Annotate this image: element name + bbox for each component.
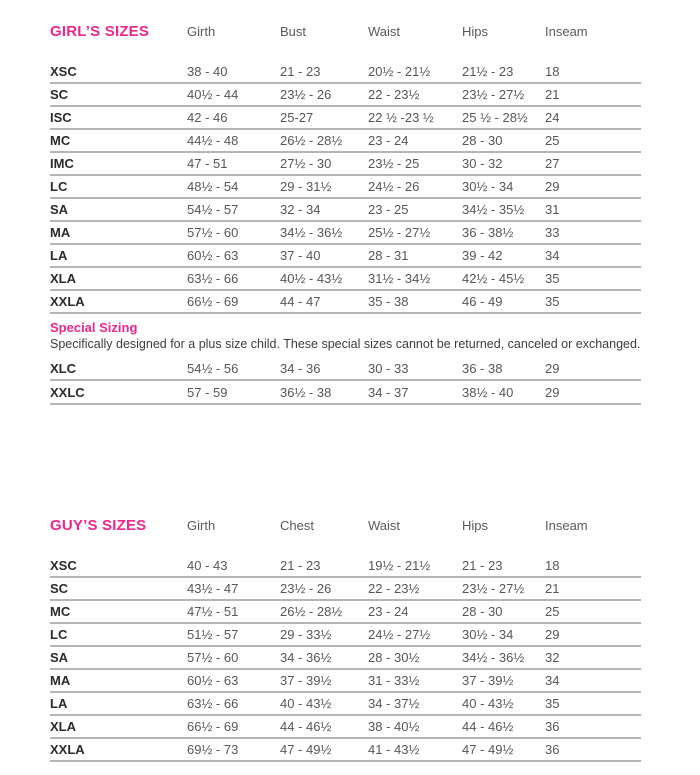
measurement-value: 38 - 40 [187,64,228,79]
measurement-value: 28 - 30½ [368,650,420,665]
column-header-hips: Hips [462,517,489,533]
measurement-value: 24 [545,110,560,125]
measurement-value: 47½ - 51 [187,604,239,619]
measurement-value: 29 [545,384,560,400]
measurement-value: 44 - 47 [280,294,321,309]
measurement-value: 25 [545,133,560,148]
size-label: LC [50,179,68,194]
measurement-value: 48½ - 54 [187,179,239,194]
measurement-value: 34 [545,673,560,688]
measurement-value: 30½ - 34 [462,179,514,194]
table-row-xsc [50,61,641,84]
measurement-value: 44 - 46½ [280,719,332,734]
table-row-xlc [50,357,641,381]
measurement-value: 19½ - 21½ [368,558,431,573]
table-row-ma [50,222,641,245]
measurement-value: 21 - 23 [280,64,321,79]
measurement-value: 44 - 46½ [462,719,514,734]
table-row-lc [50,176,641,199]
column-header-waist: Waist [368,517,401,533]
measurement-value: 35 [545,696,560,711]
special-table-rows [50,357,641,405]
measurement-value: 31½ - 34½ [368,271,431,286]
size-label: MA [50,673,71,688]
measurement-value: 63½ - 66 [187,271,239,286]
measurement-value: 40 - 43½ [462,696,514,711]
table-row-sc [50,84,641,107]
measurement-value: 34 - 36½ [280,650,332,665]
table-row-xsc [50,555,641,578]
measurement-value: 51½ - 57 [187,627,239,642]
size-label: MA [50,225,71,240]
size-label: XLA [50,719,76,734]
size-label: LA [50,248,68,263]
size-label: XLA [50,271,76,286]
guys-table-rows [50,555,641,762]
special-sizing-title: Special Sizing [50,320,138,335]
measurement-value: 25 [545,604,560,619]
measurement-value: 24½ - 26 [368,179,420,194]
measurement-value: 21 [545,87,560,102]
table-row-xxla [50,739,641,762]
column-header-girth: Girth [187,517,216,533]
table-row-mc [50,601,641,624]
measurement-value: 63½ - 66 [187,696,239,711]
measurement-value: 21 - 23 [280,558,321,573]
special-sizing-note: Specifically designed for a plus size child. These special sizes cannot be returned, canceled or exchanged. [50,337,641,351]
measurement-value: 66½ - 69 [187,294,239,309]
table-row-sa [50,199,641,222]
measurement-value: 29 - 33½ [280,627,332,642]
measurement-value: 26½ - 28½ [280,604,343,619]
measurement-value: 35 - 38 [368,294,409,309]
measurement-value: 39 - 42 [462,248,503,263]
measurement-value: 23½ - 27½ [462,581,525,596]
measurement-value: 42 - 46 [187,110,228,125]
guys-size-table [50,516,641,762]
table-row-xxla [50,291,641,314]
size-label: IMC [50,156,74,171]
size-label: XSC [50,558,77,573]
table-row-la [50,693,641,716]
measurement-value: 23½ - 25 [368,156,420,171]
measurement-value: 34½ - 36½ [462,650,525,665]
size-label: MC [50,133,71,148]
measurement-value: 23½ - 27½ [462,87,525,102]
measurement-value: 36 - 38½ [462,225,514,240]
table-row-imc [50,153,641,176]
column-header-chest: Chest [280,517,314,533]
measurement-value: 40½ - 43½ [280,271,343,286]
measurement-value: 29 [545,179,560,194]
measurement-value: 21 [545,581,560,596]
measurement-value: 32 - 34 [280,202,321,217]
size-label: ISC [50,110,72,125]
measurement-value: 41 - 43½ [368,742,420,757]
measurement-value: 37 - 39½ [280,673,332,688]
measurement-value: 23 - 25 [368,202,409,217]
measurement-value: 40½ - 44 [187,87,239,102]
measurement-value: 40 - 43 [187,558,228,573]
measurement-value: 57 - 59 [187,384,228,400]
table-row-sa [50,647,641,670]
measurement-value: 34 - 36 [280,360,321,376]
measurement-value: 36 [545,719,560,734]
size-label: LA [50,696,68,711]
measurement-value: 20½ - 21½ [368,64,431,79]
table-row-isc [50,107,641,130]
size-label: XXLC [50,384,85,400]
column-header-hips: Hips [462,23,489,39]
measurement-value: 27½ - 30 [280,156,332,171]
column-header-inseam: Inseam [545,23,588,39]
measurement-value: 21 - 23 [462,558,503,573]
measurement-value: 32 [545,650,560,665]
measurement-value: 27 [545,156,560,171]
size-label: XXLA [50,742,85,757]
measurement-value: 28 - 30 [462,604,503,619]
measurement-value: 47 - 49½ [280,742,332,757]
measurement-value: 47 - 51 [187,156,228,171]
size-label: SC [50,87,69,102]
measurement-value: 22 - 23½ [368,87,420,102]
size-label: XXLA [50,294,85,309]
measurement-value: 23½ - 26 [280,87,332,102]
measurement-value: 43½ - 47 [187,581,239,596]
measurement-value: 30½ - 34 [462,627,514,642]
measurement-value: 57½ - 60 [187,650,239,665]
measurement-value: 60½ - 63 [187,673,239,688]
size-label: XSC [50,64,77,79]
measurement-value: 69½ - 73 [187,742,239,757]
measurement-value: 34½ - 36½ [280,225,343,240]
measurement-value: 30 - 32 [462,156,503,171]
measurement-value: 36 - 38 [462,360,503,376]
measurement-value: 36 [545,742,560,757]
measurement-value: 34½ - 35½ [462,202,525,217]
measurement-value: 37 - 40 [280,248,321,263]
measurement-value: 44½ - 48 [187,133,239,148]
measurement-value: 54½ - 56 [187,360,239,376]
size-label: SA [50,202,69,217]
column-header-waist: Waist [368,23,401,39]
table-row-la [50,245,641,268]
measurement-value: 22 - 23½ [368,581,420,596]
measurement-value: 34 [545,248,560,263]
column-header-inseam: Inseam [545,517,588,533]
measurement-value: 23½ - 26 [280,581,332,596]
measurement-value: 25 ½ - 28½ [462,110,528,125]
measurement-value: 28 - 31 [368,248,409,263]
size-label: MC [50,604,71,619]
measurement-value: 30 - 33 [368,360,409,376]
header-spacer [50,40,641,61]
measurement-value: 46 - 49 [462,294,503,309]
measurement-value: 18 [545,64,560,79]
measurement-value: 25-27 [280,110,314,125]
measurement-value: 33 [545,225,560,240]
measurement-value: 23 - 24 [368,604,409,619]
measurement-value: 25½ - 27½ [368,225,431,240]
measurement-value: 24½ - 27½ [368,627,431,642]
column-header-girth: Girth [187,23,216,39]
guys-table-header [50,516,641,534]
table-row-mc [50,130,641,153]
measurement-value: 29 [545,627,560,642]
girls-size-table [50,22,641,405]
measurement-value: 29 [545,360,560,376]
measurement-value: 66½ - 69 [187,719,239,734]
measurement-value: 21½ - 23 [462,64,514,79]
measurement-value: 37 - 39½ [462,673,514,688]
measurement-value: 31 - 33½ [368,673,420,688]
measurement-value: 26½ - 28½ [280,133,343,148]
measurement-value: 22 ½ -23 ½ [368,110,434,125]
measurement-value: 35 [545,294,560,309]
measurement-value: 60½ - 63 [187,248,239,263]
measurement-value: 35 [545,271,560,286]
measurement-value: 18 [545,558,560,573]
header-spacer [50,534,641,555]
measurement-value: 47 - 49½ [462,742,514,757]
measurement-value: 38½ - 40 [462,384,514,400]
size-label: LC [50,627,68,642]
measurement-value: 34 - 37 [368,384,409,400]
girls-section-title: GIRL’S SIZES [50,22,150,40]
table-row-lc [50,624,641,647]
table-row-sc [50,578,641,601]
measurement-value: 23 - 24 [368,133,409,148]
table-row-xxlc [50,381,641,405]
size-label: XLC [50,360,76,376]
table-row-ma [50,670,641,693]
measurement-value: 54½ - 57 [187,202,239,217]
girls-table-rows [50,61,641,314]
measurement-value: 42½ - 45½ [462,271,525,286]
size-label: SA [50,650,69,665]
measurement-value: 31 [545,202,560,217]
measurement-value: 34 - 37½ [368,696,420,711]
size-label: SC [50,581,69,596]
measurement-value: 40 - 43½ [280,696,332,711]
girls-table-header [50,22,641,40]
measurement-value: 38 - 40½ [368,719,420,734]
measurement-value: 29 - 31½ [280,179,332,194]
measurement-value: 28 - 30 [462,133,503,148]
column-header-bust: Bust [280,23,307,39]
measurement-value: 57½ - 60 [187,225,239,240]
measurement-value: 36½ - 38 [280,384,332,400]
table-row-xla [50,268,641,291]
table-row-xla [50,716,641,739]
guys-section-title: GUY’S SIZES [50,516,147,534]
